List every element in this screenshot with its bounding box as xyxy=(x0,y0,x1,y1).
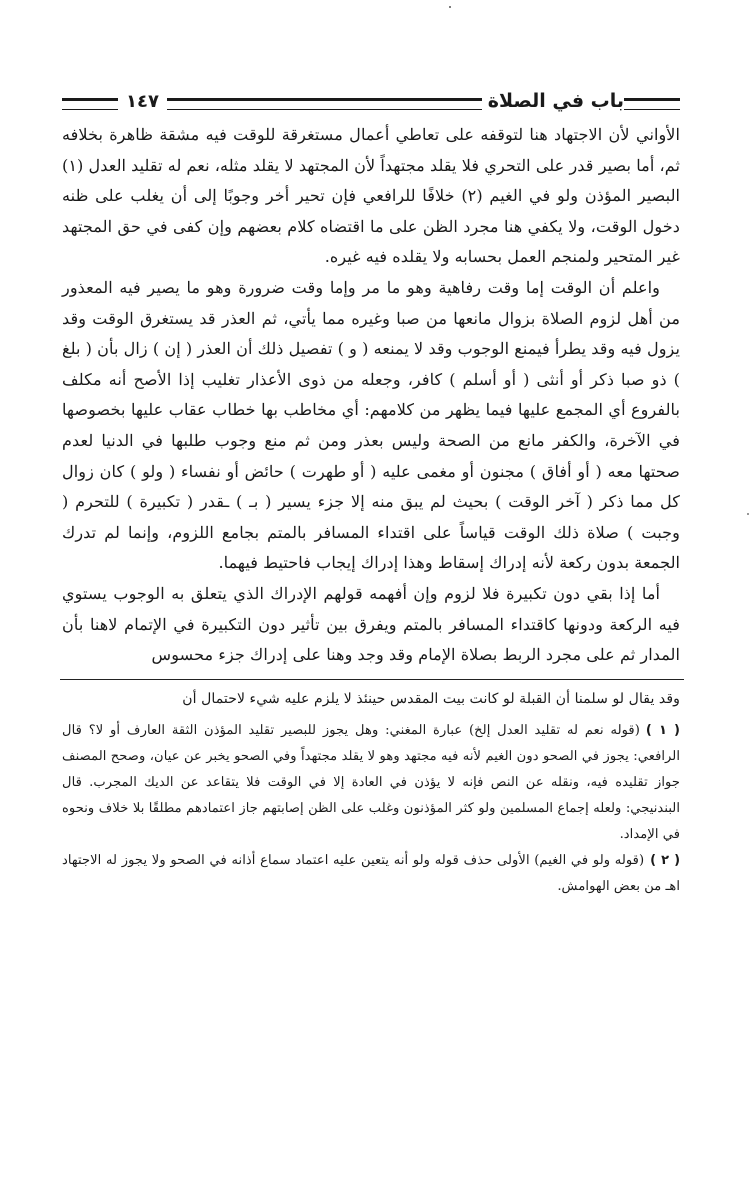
header-rule-left xyxy=(62,98,118,110)
main-text xyxy=(62,120,680,671)
running-header xyxy=(62,86,680,116)
header-rule-middle xyxy=(167,98,482,110)
paragraph: واعلم أن الوقت إما وقت رفاهية وهو ما مر وإما وقت ضرورة وهو ما يصير فيه المعذور من أهل لزوم الصلاة بزوال مانعها من صبا وغيره مما يأتي، ثم العذر قد يستغرق الوقت وقد يزول فيه وقد يطرأ فيمنع الوجوب وقد لا يمنعه ( و ) تفصيل ذلك أن العذر ( إن ) زال بأن ( بلغ ) ذو صبا ذكر أو أنثى ( أو أسلم ) كافر، وجعله من ذوى الأعذار تغليب إذا الأصح أنه مكلف بالفروع أي المجمع عليها فيما يظهر من كلامهم: أي مخاطب بها خطاب عقاب عليها بخصوصها في الآخرة، والكفر مانع من الصحة وليس بعذر ومن ثم منع وجوب طلبها في الدنيا لعدم صحتها معه ( أو أفاق ) مجنون أو مغمى عليه ( أو طهرت ) حائض أو نفساء ( ولو ) كان زوال كل مما ذكر ( آخر الوقت ) بحيث لم يبق منه إلا جزء يسير ( بـ ) ـقدر ( تكبيرة ) للتحرم ( وجبت ) صلاة ذلك الوقت قياساً على اقتداء المسافر بالمتم بجامع اللزوم، وإنما لم تدرك الجمعة بدون ركعة لأنه إدراك إسقاط وهذا إدراك إيجاب فاحتيط فيهما. xyxy=(62,277,680,573)
carryover-note: وقد يقال لو سلمنا أن القبلة لو كانت بيت المقدس حينئذ لا يلزم عليه شيء لاحتمال أن xyxy=(182,690,680,707)
chapter-title: باب في الصلاة xyxy=(487,90,624,112)
footnote-number: ( ٢ ) xyxy=(650,852,681,868)
footnote-separator xyxy=(60,679,684,680)
header-rule-right xyxy=(624,98,680,110)
ink-speck xyxy=(449,6,451,8)
paragraph: الأواني لأن الاجتهاد هنا لتوقفه على تعاطي أعمال مستغرقة للوقت فيه مشقة ظاهرة بخلافه ثم، أما بصير قدر على التحري فلا يقلد مجتهداً لأن المجتهد لا يقلد مثله، نعم له تقليد العدل (١) البصير المؤذن ولو في الغيم (٢) خلافًا للرافعي فإن تحير أخر وجوبًا إلى أن يغلب على ظنه دخول الوقت، ولا يكفي هنا مجرد الظن على ما اقتضاه كلام بعضهم وإن كفى في حق المجتهد غير المتحير ولمنجم العمل بحسابه ولا يقلده فيه غيره. xyxy=(62,125,680,267)
ink-speck xyxy=(747,513,749,515)
footnote xyxy=(62,848,680,900)
footnote-text: (قوله ولو في الغيم) الأولى حذف قوله ولو أنه يتعين عليه اعتماد سماع أذانه في الصحو ولا يجوز له الاجتهاد اهـ من بعض الهوامش. xyxy=(62,852,680,894)
paragraph: أما إذا بقي دون تكبيرة فلا لزوم وإن أفهمه قولهم الإدراك الذي يتعلق به الوجوب يستوي فيه الركعة ودونها كاقتداء المسافر بالمتم ويفرق بين تأثير دون التكبيرة في الإتمام لاهنا بأن المدار ثم على مجرد الربط بصلاة الإمام وقد وجد وهنا على إدراك جزء محسوس xyxy=(62,583,680,665)
footnote-text: (قوله نعم له تقليد العدل إلخ) عبارة المغني: وهل يجوز للبصير تقليد المؤذن الثقة العارف أو لا؟ قال الرافعي: يجوز في الصحو دون الغيم لأنه فيه مجتهد وهو لا يقلد مجتهداً وفي الصحو يخبر عن عيان، وصحح المصنف جواز تقليده فيه، ونقله عن النص فإنه لا يؤذن في العادة إلا في الوقت فلا يتقاعد عن الديك المجرب. قال البندنيجي: ولعله إجماع المسلمين ولو كثر المؤذنون وغلب على الظن إصابتهم جاز اعتمادهم مطلقًا بلا خلاف ونحوه في الإمداد. xyxy=(62,722,680,842)
footnote-number: ( ١ ) xyxy=(645,722,681,738)
book-page xyxy=(62,86,680,900)
footnote xyxy=(62,718,680,848)
page-number: ١٤٧ xyxy=(126,90,159,112)
footnotes xyxy=(62,718,680,900)
